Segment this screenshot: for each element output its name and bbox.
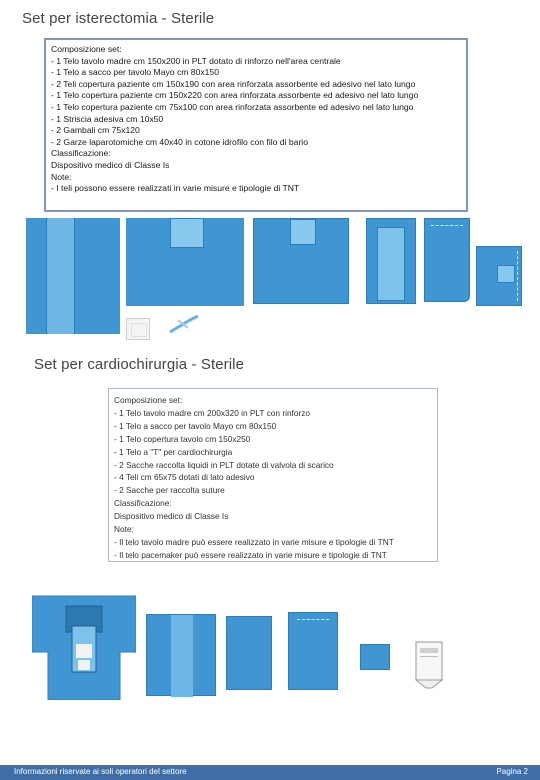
product-image-telo-copertura-150x220 (253, 218, 349, 304)
product-image-telo-sacco-mayo-2 (288, 612, 338, 690)
product-image-gambale (366, 218, 416, 304)
footer-disclaimer: Informazioni riservate ai soli operatori del settore (14, 767, 187, 776)
composition-line: - 2 Sacche per raccolta suture (114, 485, 225, 496)
product-image-telo-tavolo-madre (26, 218, 120, 334)
classification-value: Dispositivo medico di Classe Is (114, 511, 229, 522)
composition-line: - 4 Teli cm 65x75 dotati di lato adesivo (114, 472, 255, 483)
notes-line: - Il telo pacemaker può essere realizzato in varie misure e tipologie di TNT (114, 549, 387, 560)
classification-label: Classificazione: (51, 148, 111, 159)
product-image-garza-laparotomica (126, 318, 150, 340)
product-image-striscia-adesiva (168, 314, 202, 334)
notes-line: - I teli possono essere realizzati in varie misure e tipologie di TNT (51, 183, 300, 194)
composition-line: - 1 Telo copertura paziente cm 150x220 con area rinforzata assorbente ed adesivo nel lato lungo (51, 90, 419, 101)
composition-line: - 1 Telo a "T" per cardiochirurgia (114, 446, 233, 457)
page-number: Pagina 2 (496, 767, 528, 776)
composition-line: - 1 Telo copertura paziente cm 75x100 con area rinforzata assorbente ed adesivo nel lato lungo (51, 101, 414, 112)
composition-line: - 1 Striscia adesiva cm 10x50 (51, 113, 164, 124)
classification-value: Dispositivo medico di Classe Is (51, 159, 170, 170)
notes-line: - Il telo tavolo madre può essere realizzato in varie misure e tipologie di TNT (114, 536, 394, 547)
composition-line: - 2 Teli copertura paziente cm 150x190 con area rinforzata assorbente ed adesivo nel lato lungo (51, 78, 416, 89)
composition-line: - 1 Telo a sacco per tavolo Mayo cm 80x150 (114, 420, 277, 431)
composition-line: - 1 Telo a sacco per tavolo Mayo cm 80x150 (51, 67, 219, 78)
section-title-cardiochirurgia: Set per cardiochirurgia - Sterile (34, 356, 245, 373)
product-image-telo-copertura-150x190 (126, 218, 244, 306)
composition-line: - 2 Garze laparotomiche cm 40x40 in cotone idrofilo con filo di bario (51, 136, 308, 147)
product-image-telo-copertura-150x250 (226, 616, 272, 690)
composition-box-isterectomia (44, 38, 468, 212)
notes-label: Note: (114, 524, 134, 535)
product-image-telo-tavolo-200x320 (146, 614, 216, 696)
product-image-telo-copertura-75x100 (476, 246, 522, 306)
composition-line: - 1 Telo copertura tavolo cm 150x250 (114, 433, 251, 444)
composition-line: Composizione set: (114, 395, 183, 405)
product-image-sacca-raccolta (414, 640, 444, 692)
notes-label: Note: (51, 171, 72, 182)
composition-line: - 2 Gambali cm 75x120 (51, 125, 140, 136)
composition-line: - 1 Telo tavolo madre cm 150x200 in PLT dotato di rinforzo nell'area centrale (51, 55, 341, 66)
product-image-telo-sacco-mayo (424, 218, 470, 302)
section-title-isterectomia: Set per isterectomia - Sterile (22, 10, 215, 27)
composition-box-cardiochirurgia (108, 388, 438, 562)
product-image-telo-a-t-cardiochirurgia (32, 592, 136, 700)
product-image-telo-65x75 (360, 644, 390, 670)
composition-line: - 2 Sacche raccolta liquidi in PLT dotate di valvola di scarico (114, 459, 334, 470)
classification-label: Classificazione: (114, 498, 172, 509)
composition-line: - 1 Telo tavolo madre cm 200x320 in PLT con rinforzo (114, 407, 311, 418)
composition-line: Composizione set: (51, 44, 122, 54)
